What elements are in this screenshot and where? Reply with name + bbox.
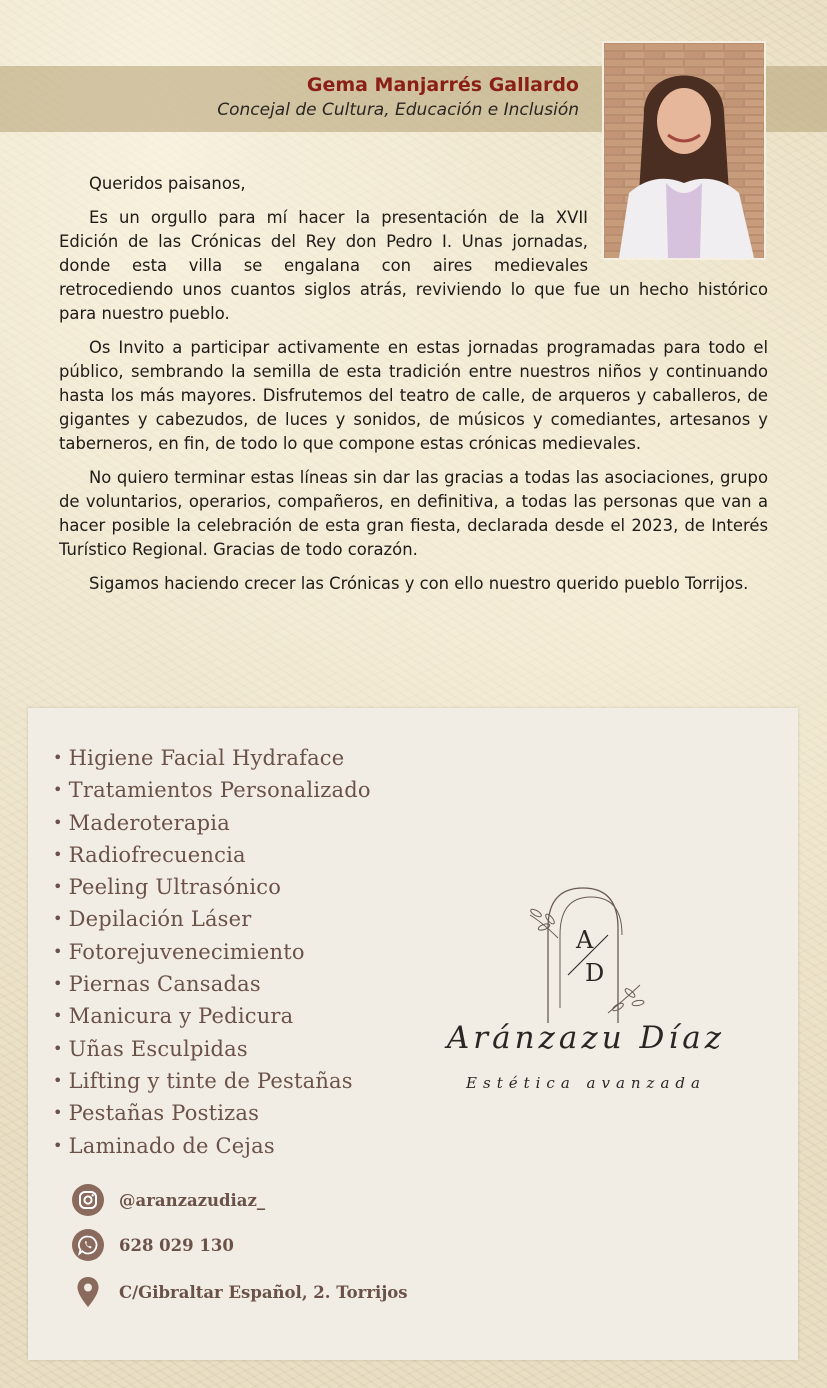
location-pin-icon — [72, 1276, 104, 1308]
author-name: Gema Manjarrés Gallardo — [306, 74, 579, 96]
article-paragraph: Es un orgullo para mí hacer la presentación de la XVII Edición de las Crónicas del Rey don Pedro I. Unas jornadas, donde esta villa se engalana con aires medievales retrocediendo unos cuantos siglos atrás, reviviendo lo que fue un hecho histórico para nuestro pueblo. — [59, 208, 768, 323]
address: C/Gibraltar Español, 2. Torrijos — [119, 1282, 408, 1302]
article-paragraph: Queridos paisanos, — [89, 174, 246, 193]
photo-float-spacer — [588, 172, 768, 268]
service-item: • Piernas Cansadas — [53, 972, 261, 997]
service-item: • Radiofrecuencia — [53, 842, 246, 867]
logo-emblem — [418, 883, 738, 1098]
service-item: • Peeling Ultrasónico — [53, 875, 282, 900]
brand-tagline: Estética avanzada — [466, 1074, 706, 1092]
contact-phone[interactable] — [72, 1229, 234, 1261]
article-paragraph: Sigamos haciendo crecer las Crónicas y con ello nuestro querido pueblo Torrijos. — [89, 574, 749, 593]
service-item: • Manicura y Pedicura — [53, 1004, 294, 1029]
ad-panel — [28, 708, 798, 1360]
svg-text:A: A — [576, 926, 594, 954]
contact-instagram[interactable] — [72, 1184, 265, 1216]
phone-number: 628 029 130 — [119, 1235, 234, 1255]
service-item: • Fotorejuvenecimiento — [53, 939, 305, 964]
service-item: • Maderoterapia — [53, 810, 230, 835]
article-paragraph: Os Invito a participar activamente en estas jornadas programadas para todo el público, sembrando la semilla de esta tradición entre nuestros niños y continuando hasta los más mayores. Disfrutemos del teatro de calle, de arqueros y caballeros, de gigantes y cabezudos, de luces y sonidos, de músicos y comediantes, artesanos y taberneros, en fin, de todo lo que compone estas crónicas medievales. — [59, 338, 768, 453]
brand-logo — [418, 883, 738, 1098]
service-item: • Lifting y tinte de Pestañas — [53, 1068, 353, 1093]
service-item: • Laminado de Cejas — [53, 1133, 275, 1158]
brand-name: Aránzazu Díaz — [446, 1020, 726, 1056]
service-item: • Depilación Láser — [53, 907, 252, 932]
article-body — [59, 172, 768, 606]
service-item: • Pestañas Postizas — [53, 1101, 260, 1126]
svg-text:D: D — [585, 959, 605, 987]
service-item: • Uñas Esculpidas — [53, 1036, 248, 1061]
whatsapp-icon — [72, 1229, 104, 1261]
article-paragraph: No quiero terminar estas líneas sin dar las gracias a todas las asociaciones, grupo de voluntarios, operarios, compañeros, en definitiva, a todas las personas que van a hacer posible la celebración de esta gran fiesta, declarada desde el 2023, de Interés Turístico Regional. Gracias de todo corazón. — [59, 468, 768, 559]
service-item: • Tratamientos Personalizado — [53, 778, 371, 803]
services-list — [53, 742, 371, 1162]
service-item: • Higiene Facial Hydraface — [53, 746, 345, 770]
instagram-icon — [72, 1184, 104, 1216]
contact-address[interactable] — [72, 1276, 408, 1308]
instagram-handle: @aranzazudiaz_ — [119, 1190, 266, 1210]
author-role: Concejal de Cultura, Educación e Inclusión — [217, 100, 579, 120]
